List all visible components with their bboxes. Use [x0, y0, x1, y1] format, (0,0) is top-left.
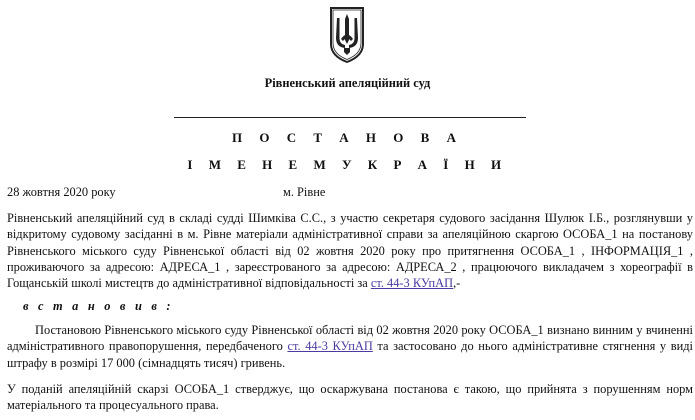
- established-heading: в с т а н о в и в :: [23, 299, 174, 313]
- article-link[interactable]: ст. 44-3 КУпАП: [287, 339, 373, 354]
- document-subtitle: І М Е Н Е М У К Р А Ї Н И: [187, 157, 508, 172]
- decision-place: м. Рівне: [283, 185, 326, 199]
- intro-paragraph: [7, 210, 693, 291]
- ruling-tail: та застосовано до нього адміністративне стягнення у виді штрафу в розмірі 17 000 (сімнадцять тисяч) гривень.: [7, 339, 693, 370]
- court-name: Рівненський апеляційний суд: [264, 76, 431, 90]
- intro-text: Рівненський апеляційний суд в складі судді Шимківа С.С., з участю секретаря судового засідання Шулюк І.Б., розглянувши у відкритому судовому засіданні в м. Рівне матеріали адміністративної справи за апеляційною скаргою ОСОБА_1 на постанову Рівненського міського суду Рівненської області від 02 жовтня 2020 року про притягнення ОСОБА_1 , ІНФОРМАЦІЯ_1 , проживаючого за адресою: АДРЕСА_1 , зареєстрованого за адресою: АДРЕСА_2 , працюючого викладачем з хореографії в Гощанській школі мистецтв до адміністративної відповідальності за: [7, 211, 693, 291]
- appeal-paragraph: У поданій апеляційній скарзі ОСОБА_1 стверджує, що оскаржувана постанова є такою, що прийнята з порушенням норм матеріального та процесуального права.: [7, 382, 693, 413]
- ruling-paragraph: [7, 322, 693, 371]
- decision-date: 28 жовтня 2020 року: [7, 185, 116, 199]
- separator-line: [174, 117, 526, 118]
- intro-tail: ,-: [453, 276, 461, 291]
- article-link[interactable]: ст. 44-3 КУпАП: [370, 276, 454, 291]
- trident-coat-of-arms-icon: [328, 6, 366, 64]
- document-title: П О С Т А Н О В А: [232, 130, 463, 145]
- ruling-text: Постановою Рівненського міського суду Рівненської області від 02 жовтня 2020 року ОСОБА_1 визнано винним у вчиненні адміністративного правопорушення, передбаченого: [7, 323, 693, 354]
